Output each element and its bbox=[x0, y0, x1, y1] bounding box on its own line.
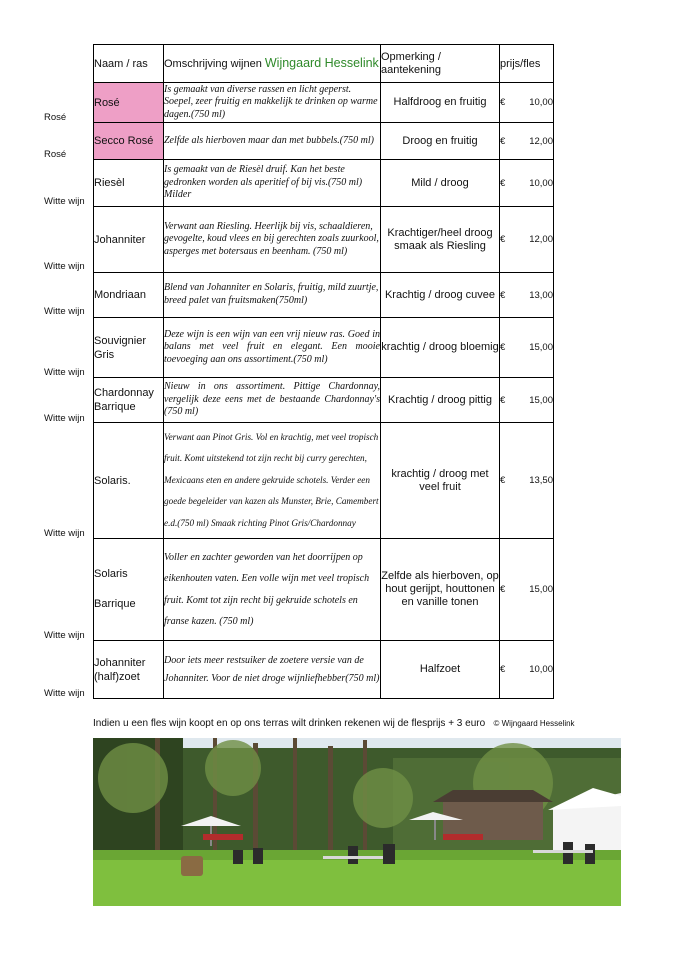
wine-note: Mild / droog bbox=[381, 160, 500, 207]
header-price: prijs/fles bbox=[500, 45, 554, 83]
wine-name: Johanniter (half)zoet bbox=[94, 641, 164, 699]
table-row bbox=[94, 318, 554, 378]
wine-note: Krachtig / droog cuvee bbox=[381, 273, 500, 318]
wine-name: Mondriaan bbox=[94, 273, 164, 318]
wine-price bbox=[500, 273, 554, 318]
header-brand: Wijngaard Hesselink bbox=[264, 56, 379, 70]
price-amount: 15,00 bbox=[529, 394, 553, 406]
currency-symbol: € bbox=[500, 135, 506, 147]
currency-symbol: € bbox=[500, 394, 506, 406]
category-label: Witte wijn bbox=[44, 196, 85, 207]
currency-symbol: € bbox=[500, 97, 506, 108]
table-row bbox=[94, 641, 554, 699]
price-amount: 10,00 bbox=[529, 664, 553, 675]
wine-name-line1: Solaris bbox=[94, 568, 128, 580]
wine-description: Verwant aan Pinot Gris. Vol en krachtig, met veel tropisch fruit. Komt uitstekend tot zijn recht bij curry gerechten, Mexicaans eten en andere gekruide schotels. Verder een goede begeleider van kazen als Munster, Brie, Camembert e.d.(750 ml) Smaak richting Pinot Gris/Chardonnay bbox=[164, 423, 381, 539]
wine-note: Krachtiger/heel droog smaak als Riesling bbox=[381, 207, 500, 273]
wine-name bbox=[94, 539, 164, 641]
currency-symbol: € bbox=[500, 177, 506, 189]
price-amount: 13,00 bbox=[529, 289, 553, 301]
wine-note: Halfzoet bbox=[381, 641, 500, 699]
wine-description: Voller en zachter geworden van het doorrijpen op eikenhouten vaten. Een volle wijn met veel tropisch fruit. Komt tot zijn recht bij gekruide schotels en franse kazen. (750 ml) bbox=[164, 539, 381, 641]
table-row bbox=[94, 423, 554, 539]
wine-price bbox=[500, 318, 554, 378]
header-description-prefix: Omschrijving wijnen bbox=[164, 58, 262, 70]
copyright-text: © Wijngaard Hesselink bbox=[493, 719, 575, 728]
table-row bbox=[94, 123, 554, 160]
price-amount: 12,00 bbox=[529, 234, 553, 245]
currency-symbol: € bbox=[500, 289, 506, 301]
category-label: Witte wijn bbox=[44, 261, 85, 272]
wine-note: krachtig / droog bloemig bbox=[381, 318, 500, 378]
terrace-note-text: Indien u een fles wijn koopt en op ons terras wilt drinken rekenen wij de flesprijs + 3 euro bbox=[93, 718, 486, 729]
category-label: Rosé bbox=[44, 149, 67, 160]
category-label: Witte wijn bbox=[44, 688, 85, 699]
category-label: Rosé bbox=[44, 112, 67, 123]
price-amount: 13,50 bbox=[529, 475, 553, 486]
category-label: Witte wijn bbox=[44, 306, 85, 317]
currency-symbol: € bbox=[500, 342, 506, 353]
wine-description: Is gemaakt van diverse rassen en licht geperst. Soepel, zeer fruitig en makkelijk te drinken op warme dagen.(750 ml) bbox=[164, 83, 381, 123]
wine-description: Verwant aan Riesling. Heerlijk bij vis, schaaldieren, gevogelte, koud vlees en bij gerechten zoals zuurkool, asperges met botersaus en beenham. (750 ml) bbox=[164, 207, 381, 273]
category-label: Witte wijn bbox=[44, 528, 85, 539]
category-label: Witte wijn bbox=[44, 413, 85, 424]
wine-description: Nieuw in ons assortiment. Pittige Chardonnay, vergelijk deze eens met de bestaande Chardonnay's (750 ml) bbox=[164, 378, 381, 423]
wine-price bbox=[500, 423, 554, 539]
price-amount: 15,00 bbox=[529, 342, 553, 353]
wine-price bbox=[500, 539, 554, 641]
wine-name: Johanniter bbox=[94, 207, 164, 273]
price-amount: 15,00 bbox=[529, 584, 553, 595]
header-note: Opmerking / aantekening bbox=[381, 45, 500, 83]
category-label: Witte wijn bbox=[44, 630, 85, 641]
terrace-note bbox=[93, 718, 575, 729]
table-row bbox=[94, 207, 554, 273]
wine-description: Door iets meer restsuiker de zoetere versie van de Johanniter. Voor de niet droge wijnliefhebber(750 ml) bbox=[164, 641, 381, 699]
wine-description: Blend van Johanniter en Solaris, fruitig, mild zuurtje, breed palet van fruitsmaken(750ml) bbox=[164, 273, 381, 318]
wine-price bbox=[500, 207, 554, 273]
price-amount: 12,00 bbox=[529, 135, 553, 147]
price-amount: 10,00 bbox=[529, 177, 553, 189]
wine-price bbox=[500, 641, 554, 699]
table-row bbox=[94, 273, 554, 318]
wine-price bbox=[500, 378, 554, 423]
wine-note: Halfdroog en fruitig bbox=[381, 83, 500, 123]
header-description bbox=[164, 45, 381, 83]
category-label: Witte wijn bbox=[44, 367, 85, 378]
table-row bbox=[94, 83, 554, 123]
wine-price bbox=[500, 123, 554, 160]
currency-symbol: € bbox=[500, 664, 506, 675]
wine-name: Chardonnay Barrique bbox=[94, 378, 164, 423]
currency-symbol: € bbox=[500, 475, 506, 486]
wine-name: Riesèl bbox=[94, 160, 164, 207]
currency-symbol: € bbox=[500, 234, 506, 245]
wine-name: Secco Rosé bbox=[94, 123, 164, 160]
table-row bbox=[94, 160, 554, 207]
wine-name: Rosé bbox=[94, 83, 164, 123]
wine-note: Zelfde als hierboven, op hout gerijpt, houttonen en vanille tonen bbox=[381, 539, 500, 641]
wine-description: Is gemaakt van de Riesèl druif. Kan het beste gedronken worden als aperitief of bij vis.(750 ml) Milder bbox=[164, 160, 381, 207]
currency-symbol: € bbox=[500, 584, 506, 595]
vineyard-terrace-photo bbox=[93, 738, 621, 906]
price-amount: 10,00 bbox=[529, 97, 553, 108]
wine-description: Zelfde als hierboven maar dan met bubbels.(750 ml) bbox=[164, 123, 381, 160]
table-row bbox=[94, 378, 554, 423]
table-header-row bbox=[94, 45, 554, 83]
wine-price bbox=[500, 160, 554, 207]
wine-note: Droog en fruitig bbox=[381, 123, 500, 160]
wine-description: Deze wijn is een wijn van een vrij nieuw ras. Goed in balans met veel fruit en elegant. Een mooie toevoeging aan ons assortiment.(750 ml) bbox=[164, 318, 381, 378]
wine-name: Solaris. bbox=[94, 423, 164, 539]
wine-name: Souvignier Gris bbox=[94, 318, 164, 378]
header-name: Naam / ras bbox=[94, 45, 164, 83]
wine-name-line2: Barrique bbox=[94, 598, 136, 610]
wine-note: Krachtig / droog pittig bbox=[381, 378, 500, 423]
wine-price bbox=[500, 83, 554, 123]
table-row bbox=[94, 539, 554, 641]
terrace-illustration bbox=[93, 738, 621, 906]
wine-price-table bbox=[93, 44, 554, 699]
wine-note: krachtig / droog met veel fruit bbox=[381, 423, 500, 539]
